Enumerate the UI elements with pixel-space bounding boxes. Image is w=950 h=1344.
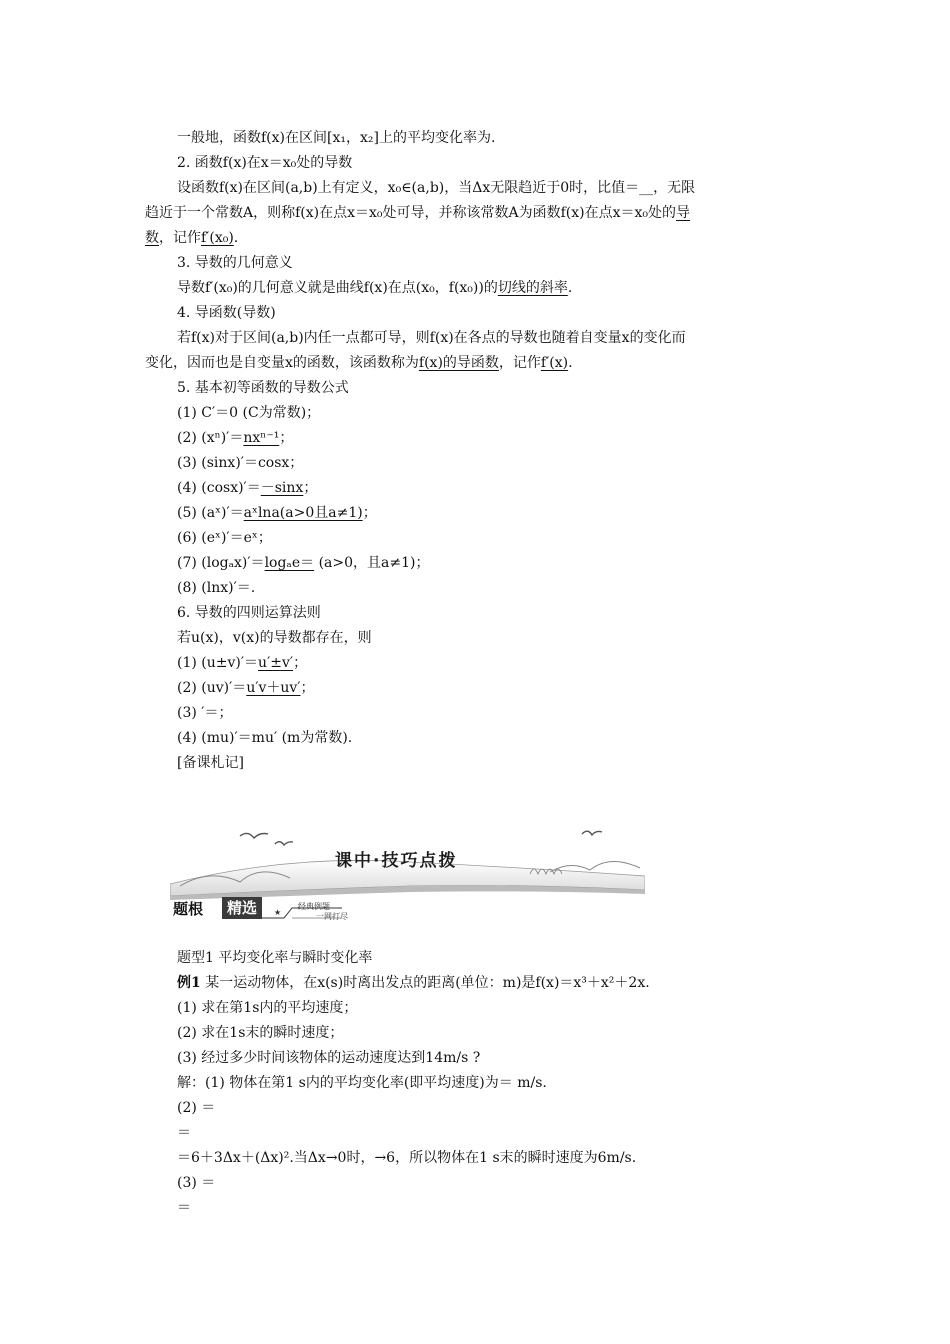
text-run: ；	[279, 430, 294, 446]
section-heading: 6. 导数的四则运算法则	[177, 605, 321, 621]
underlined-answer: f′(x₀)	[201, 230, 234, 246]
text-run: (2) (uv)′＝	[177, 680, 247, 696]
text-line	[145, 353, 573, 373]
text-line	[145, 203, 690, 223]
text-run: 变化，因而也是自变量x的函数，该函数称为	[145, 355, 419, 371]
underlined-answer: f(x)的导函数	[418, 355, 499, 371]
underlined-answer: u′v＋uv′	[246, 680, 301, 696]
text-run: 导数f′(x₀)的几何意义就是曲线f(x)在点(x₀，f(x₀))的	[177, 280, 498, 296]
section-heading: 3. 导数的几何意义	[177, 255, 293, 271]
underlined-answer: aˣlna(a>0且a≠1)	[243, 505, 363, 521]
tab-note: 经典例题	[298, 902, 330, 911]
banner-title: 课中·技巧点拨	[335, 851, 458, 871]
text-line: 设函数f(x)在区间(a,b)上有定义，x₀∈(a,b)，当Δx无限趋近于0时，比值＝__，无限	[177, 180, 696, 196]
text-run: 趋近于一个常数A，则称f(x)在点x＝x₀处可导，并称该常数A为函数f(x)在点x＝x₀处的	[145, 205, 677, 221]
formula-line	[177, 478, 317, 498]
tab-note: 一网打尽	[316, 912, 348, 921]
text-run: (5) (aˣ)′＝	[177, 505, 244, 521]
text-run: (2) (xⁿ)′＝	[177, 430, 244, 446]
example-label: 例1	[177, 975, 201, 991]
section-tab-highlight: 精选	[222, 897, 262, 919]
text-line: 若f(x)对于区间(a,b)内任一点都可导，则f(x)在各点的导数也随着自变量x的变化而	[177, 330, 686, 346]
formula-line: (4) (mu)′＝mu′ (m为常数).	[177, 730, 353, 746]
formula-line: (3) (sinx)′＝cosx；	[177, 455, 304, 471]
formula-line: (6) (eˣ)′＝eˣ；	[177, 530, 272, 546]
star-icon: ★	[274, 908, 282, 917]
formula-line	[177, 428, 293, 448]
text-run: (1) (u±v)′＝	[177, 655, 259, 671]
text-run: (4) (cosx)′＝	[177, 480, 261, 496]
solution-line: ＝	[177, 1125, 191, 1141]
text-run: .	[568, 355, 573, 371]
solution-line: 解：(1) 物体在第1 s内的平均变化率(即平均速度)为＝ m/s.	[177, 1075, 547, 1091]
section-heading: 4. 导函数(导数)	[177, 305, 276, 321]
example-line	[177, 973, 650, 993]
underlined-answer: 切线的斜率	[497, 280, 568, 296]
solution-line: (3) ＝	[177, 1175, 216, 1191]
section-tab-label: 题根	[173, 900, 204, 918]
text-run: ；	[300, 680, 315, 696]
bird-icon	[240, 831, 602, 845]
text-line	[145, 228, 238, 248]
underlined-answer: u′±v′	[258, 655, 294, 671]
underlined-answer: logₐe＝	[264, 555, 315, 571]
text-line	[177, 278, 572, 298]
formula-line: (3) ′＝；	[177, 705, 233, 721]
text-run: ；	[303, 480, 318, 496]
text-run: 某一运动物体，在x(s)时离出发点的距离(单位：m)是f(x)＝x³＋x²＋2x.	[200, 975, 650, 991]
formula-line: (1) C′＝0 (C为常数)；	[177, 405, 321, 421]
underlined-answer: 数	[145, 230, 159, 246]
formula-line	[177, 653, 307, 673]
section-heading: 2. 函数f(x)在x＝x₀处的导数	[177, 155, 353, 171]
formula-line	[177, 678, 315, 698]
formula-line	[177, 503, 377, 523]
question-line: (3) 经过多少时间该物体的运动速度达到14m/s ?	[177, 1050, 481, 1066]
text-run: ，记作	[498, 355, 541, 371]
formula-line: (8) (lnx)′＝.	[177, 580, 256, 596]
underlined-answer: nxⁿ⁻¹	[243, 430, 280, 446]
solution-line: ＝	[177, 1200, 191, 1216]
text-run: (7) (logₐx)′＝	[177, 555, 265, 571]
question-line: (1) 求在第1s内的平均速度；	[177, 1000, 358, 1016]
topic-heading: 题型1 平均变化率与瞬时变化率	[177, 950, 373, 966]
underlined-answer: f′(x)	[540, 355, 569, 371]
text-line: 若u(x)，v(x)的导数都存在，则	[177, 630, 372, 646]
formula-line	[177, 553, 429, 573]
underlined-answer: －sinx	[260, 480, 304, 496]
text-run: (a>0，且a≠1)；	[314, 555, 430, 571]
underlined-answer: 导	[676, 205, 691, 221]
solution-line: ＝6＋3Δx＋(Δx)².当Δx→0时，→6，所以物体在1 s末的瞬时速度为6m/s.	[177, 1150, 637, 1166]
text-run: ；	[362, 505, 377, 521]
text-run: ，记作	[159, 230, 201, 246]
solution-line: (2) ＝	[177, 1100, 216, 1116]
text-run: ；	[293, 655, 308, 671]
text-line: 一般地，函数f(x)在区间[x₁，x₂]上的平均变化率为.	[177, 130, 496, 146]
text-run: .	[233, 230, 239, 246]
section-heading: 5. 基本初等函数的导数公式	[177, 380, 349, 396]
notes-label: [备课札记]	[177, 755, 244, 771]
question-line: (2) 求在1s末的瞬时速度；	[177, 1025, 344, 1041]
text-run: .	[567, 280, 573, 296]
